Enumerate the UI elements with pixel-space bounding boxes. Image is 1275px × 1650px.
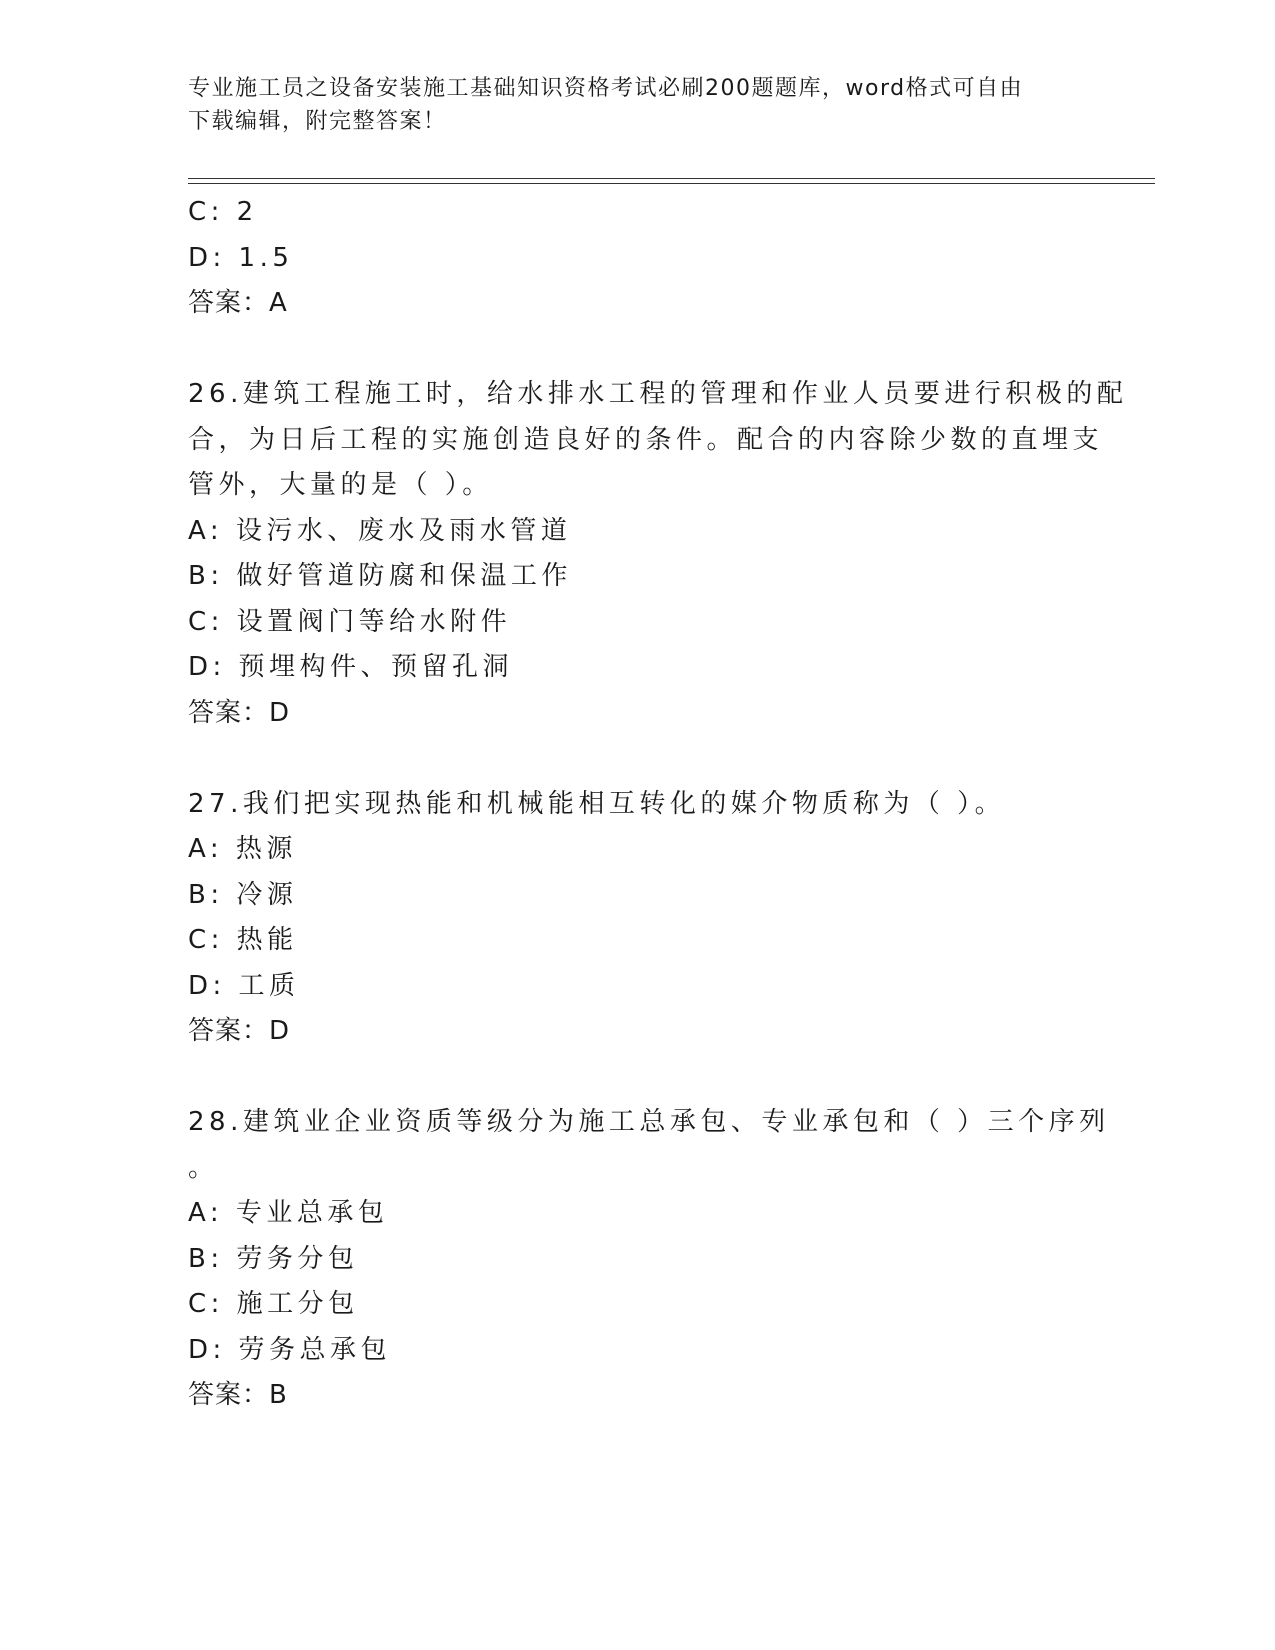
- question-stem: 。: [188, 1152, 219, 1183]
- option-c: C: 设置阀门等给水附件: [188, 606, 512, 637]
- question-stem: 27.我们把实现热能和机械能相互转化的媒介物质称为（ ）。: [188, 788, 1006, 819]
- option-b: B: 做好管道防腐和保温工作: [188, 561, 572, 591]
- header-line-2: 下载编辑，附完整答案！: [188, 109, 447, 134]
- option-d: D: 工质: [188, 970, 300, 1001]
- question-stem: 28.建筑业企业资质等级分为施工总承包、专业承包和（ ）三个序列: [188, 1107, 1110, 1137]
- header-divider: [188, 178, 1155, 184]
- question-28: [188, 1100, 1110, 1419]
- option-c: C: 2: [188, 197, 258, 227]
- option-a: A: 热源: [188, 834, 297, 864]
- header-line-1: 专业施工员之设备安装施工基础知识资格考试必刷200题题库，word格式可自由: [188, 76, 1024, 101]
- question-content: [188, 190, 1128, 1419]
- option-d: D: 预埋构件、预留孔洞: [188, 652, 514, 682]
- answer-line: 答案：D: [188, 1016, 291, 1046]
- question-27: [188, 782, 1088, 1055]
- question-stem: 管外，大量的是（ ）。: [188, 470, 493, 500]
- prev-question: [188, 190, 1088, 327]
- option-b: B: 冷源: [188, 879, 298, 910]
- option-d: D: 1.5: [188, 242, 294, 273]
- option-b: B: 劳务分包: [188, 1243, 359, 1274]
- answer-line: 答案：B: [188, 1380, 288, 1410]
- page-header: [188, 72, 1068, 138]
- answer-line: 答案：D: [188, 697, 291, 728]
- option-a: A: 设污水、废水及雨水管道: [188, 515, 572, 546]
- answer-line: 答案：A: [188, 288, 288, 318]
- option-d: D: 劳务总承包: [188, 1334, 392, 1365]
- question-stem: 合，为日后工程的实施创造良好的条件。配合的内容除少数的直埋支: [188, 424, 1104, 455]
- option-c: C: 施工分包: [188, 1289, 359, 1319]
- option-c: C: 热能: [188, 925, 298, 955]
- question-stem: 26.建筑工程施工时，给水排水工程的管理和作业人员要进行积极的配: [188, 379, 1128, 409]
- option-a: A: 专业总承包: [188, 1198, 389, 1228]
- question-26: [188, 372, 1128, 736]
